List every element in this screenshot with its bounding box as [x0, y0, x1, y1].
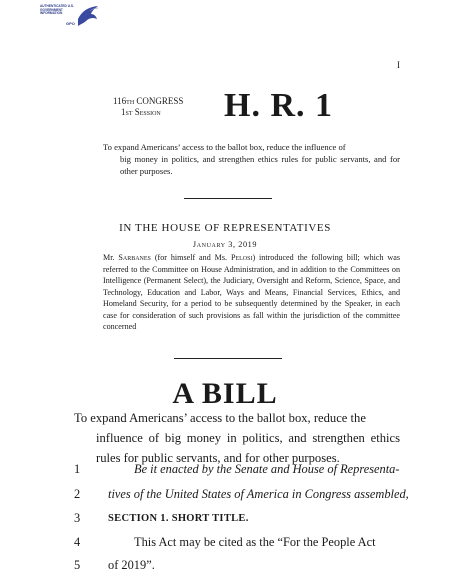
eagle-icon — [76, 5, 100, 27]
house-heading: IN THE HOUSE OF REPRESENTATIVES — [119, 222, 331, 234]
introduction-paragraph — [103, 252, 400, 333]
session-label: 1st Session — [121, 107, 161, 117]
introduction-date: January 3, 2019 — [192, 240, 258, 249]
divider-rule — [184, 198, 272, 199]
intro-mid: (for himself and Ms. — [154, 253, 228, 262]
section-heading: SECTION 1. SHORT TITLE. — [108, 513, 249, 524]
section-text-line: This Act may be cited as the “For the People Act — [134, 535, 376, 549]
bill-purpose-summary — [103, 141, 400, 177]
sponsor-name: Sarbanes — [118, 253, 151, 262]
line-number: 5 — [74, 558, 81, 572]
line-number: 2 — [74, 487, 81, 501]
divider-rule — [174, 358, 282, 359]
gpo-authentication-seal — [40, 5, 102, 29]
intro-mr: Mr. — [103, 253, 115, 262]
purpose-summary-continuation: big money in politics, and strengthen ethics rules for public servants, and for other purposes. — [120, 154, 400, 176]
cosponsor-name: Pelosi — [230, 253, 253, 262]
section-text-line: of 2019”. — [108, 558, 155, 572]
enacting-clause-line: Be it enacted by the Senate and House of Representa- — [134, 462, 400, 476]
purpose-summary-first-line: To expand Americans’ access to the ballot box, reduce the influence of — [103, 142, 346, 152]
congress-session-block — [113, 96, 183, 118]
seal-text: AUTHENTICATED U.S. GOVERNMENT INFORMATION — [40, 4, 74, 16]
seal-agency: GPO — [66, 21, 75, 26]
bill-purpose — [74, 408, 400, 468]
purpose-first-line: To expand Americans’ access to the ballot box, reduce the — [74, 411, 366, 425]
purpose-continuation: influence of big money in politics, and strengthen ethics rules for public servants, and for other purposes. — [96, 431, 400, 465]
a-bill-heading: A BILL — [172, 377, 278, 410]
congress-label: 116th CONGRESS — [113, 96, 184, 106]
line-number: 4 — [74, 535, 81, 549]
page-number: I — [397, 60, 400, 70]
enacting-clause-line: tives of the United States of America in Congress assembled, — [108, 487, 409, 501]
line-number: 1 — [74, 462, 81, 476]
intro-rest: ) introduced the following bill; which was referred to the Committee on House Administration, and in addition to the Committees on Intelligence (Permanent Select), the Judiciary, Oversight and Reform, Science, Space, and Technology, Education and Labor, Ways and Means, Financial Services, Ethics, and Homeland Security, for a period to be subsequently determined by the Speaker, in each case for consideration of such provisions as fall within the jurisdiction of the committee concerned — [103, 253, 400, 331]
line-number: 3 — [74, 511, 81, 525]
bill-number: H. R. 1 — [224, 87, 333, 124]
